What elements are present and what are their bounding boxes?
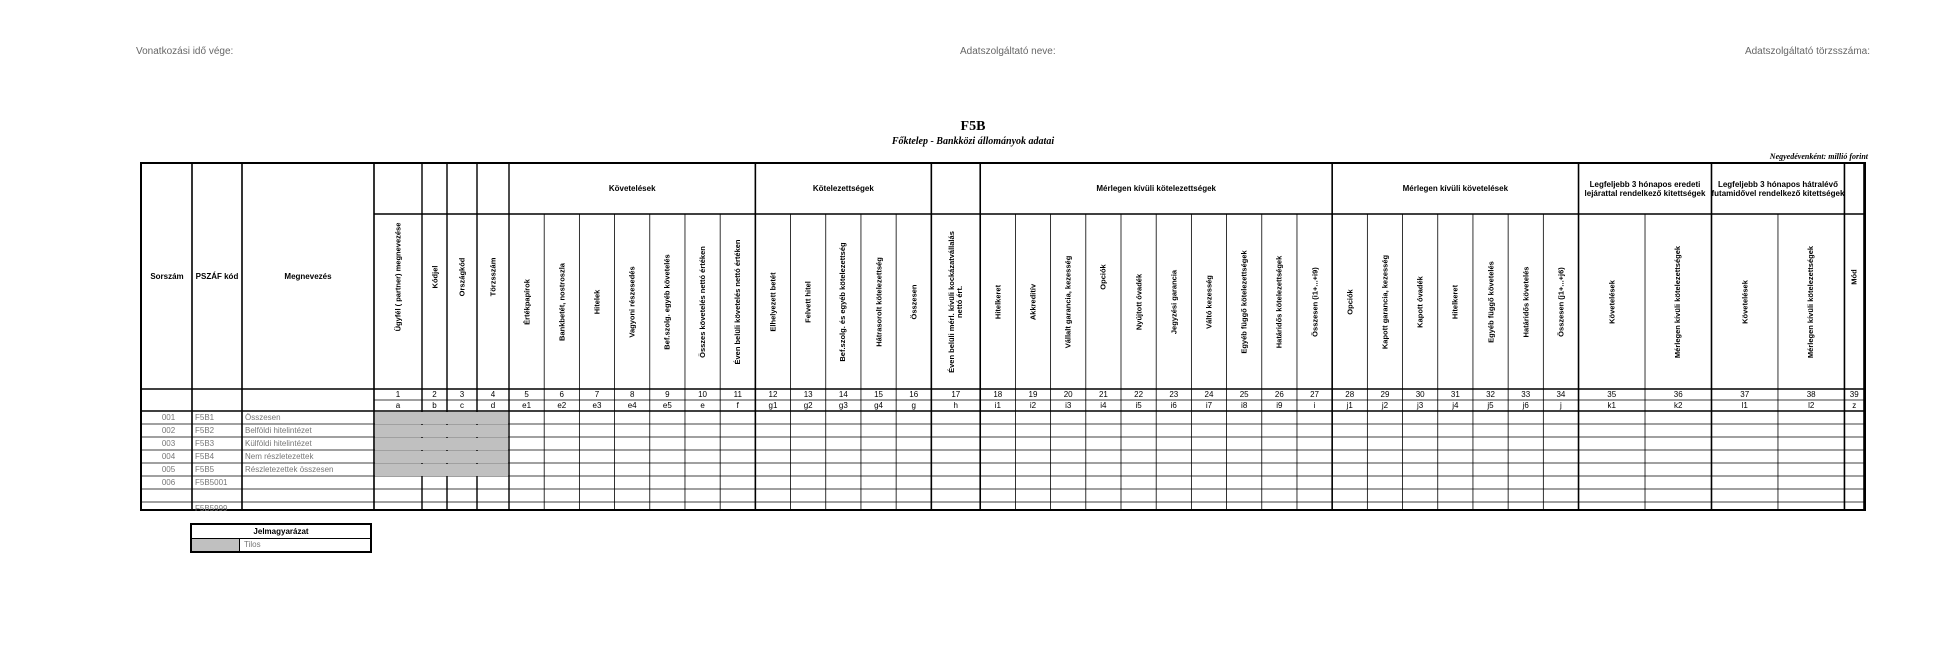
sub-header-9 xyxy=(826,214,861,389)
group-header-eredeti_lejarat: Legfeljebb 3 hónapos eredeti lejárattal rendelkező kitettségek xyxy=(1584,179,1706,198)
row-megnevezes: Nem részletezettek xyxy=(245,452,314,461)
column-number: 16 xyxy=(909,390,919,399)
column-number: 10 xyxy=(698,390,708,399)
sub-header-28-text: Határidős követelés xyxy=(1521,266,1531,337)
column-code: b xyxy=(432,401,437,410)
column-number: 38 xyxy=(1806,390,1816,399)
sub-header-21 xyxy=(1262,214,1297,389)
column-number: 14 xyxy=(838,390,848,399)
sub-header-14 xyxy=(1015,214,1050,389)
sub-header-3-text: Vagyoni részesedés xyxy=(627,265,637,338)
column-number: 24 xyxy=(1204,390,1214,399)
row-sorszam: 003 xyxy=(161,439,176,448)
legend-box xyxy=(190,523,372,553)
row-sorszam xyxy=(142,489,192,502)
row-megnevezes: Részletezettek összesen xyxy=(245,465,334,474)
column-code: i7 xyxy=(1205,401,1213,410)
sub-header-30-text: Követelések xyxy=(1607,279,1617,324)
group-header-merlegen_kivuli_kovetelesek: Mérlegen kívüli követelések xyxy=(1402,184,1509,194)
sub-header-8 xyxy=(791,214,826,389)
sub-header-23-text: Opciók xyxy=(1345,288,1355,315)
header-megnevezes: Megnevezés xyxy=(284,271,332,281)
sub-header-15-text: Vállalt garancia, kezesség xyxy=(1063,255,1073,348)
column-code: g xyxy=(911,401,916,410)
column-code: d xyxy=(490,401,496,410)
sub-header-29 xyxy=(1543,214,1578,389)
column-code: l1 xyxy=(1741,401,1748,410)
row-pszaf-kod: F5B1 xyxy=(195,413,215,422)
row-megnevezes xyxy=(242,502,374,515)
header-pszaf-kod: PSZÁF kód xyxy=(195,271,239,281)
column-number: 6 xyxy=(559,390,564,399)
row-megnevezes: Összesen xyxy=(245,413,281,422)
group-header-hatralevo_futamido: Legfeljebb 3 hónapos hátralévő futamidővel rendelkező kitettségek xyxy=(1711,179,1845,198)
sub-header-29-text: Összesen (j1+...+j6) xyxy=(1556,266,1566,337)
column-number: 26 xyxy=(1274,390,1284,399)
column-number: 7 xyxy=(594,390,600,399)
column-number: 32 xyxy=(1486,390,1495,399)
sub-header-26 xyxy=(1438,214,1473,389)
column-code: i3 xyxy=(1065,401,1072,410)
sub-header-1-text: Bankbetét, nostroszla xyxy=(557,262,567,341)
row-sorszam: 005 xyxy=(161,465,176,474)
sub-header-15 xyxy=(1051,214,1086,389)
column-number: 28 xyxy=(1345,390,1355,399)
sub-header-33 xyxy=(1778,214,1844,389)
sub-header-4 xyxy=(650,214,685,389)
column-number: 18 xyxy=(993,390,1003,399)
header-vertical-3-text: Törzsszám xyxy=(488,257,498,296)
provider-name-label: Adatszolgáltató neve: xyxy=(960,46,1056,57)
header-vertical-1-text: Kódjel xyxy=(430,265,439,288)
sub-header-22-text: Összesen (i1+...+i9) xyxy=(1310,266,1320,337)
header-sorszam: Sorszám xyxy=(150,271,184,281)
sub-header-18-text: Jegyzési garancia xyxy=(1169,269,1179,334)
sub-header-12-text: Éven belüli mérl. kívüli kockázatvállalás nettó ért. xyxy=(946,230,964,373)
sub-header-7 xyxy=(755,214,790,389)
row-sorszam: 001 xyxy=(161,413,176,422)
column-code: g1 xyxy=(768,401,778,410)
sub-header-2-text: Hitelek xyxy=(592,289,602,314)
sub-header-5-text: Összes követelés nettó értéken xyxy=(697,245,707,358)
sub-header-7-text: Elhelyezett betét xyxy=(768,271,778,332)
sub-header-25 xyxy=(1403,214,1438,389)
row-pszaf-kod: F5B5001 xyxy=(195,478,228,487)
sub-header-28 xyxy=(1508,214,1543,389)
header-vertical-0-text: Ügyfél ( partner) megnevezése xyxy=(393,222,403,331)
header-vertical-0 xyxy=(374,164,422,389)
column-code: e3 xyxy=(592,401,602,410)
group-header-kovetelesek: Követelések xyxy=(608,184,656,194)
header-vertical-1 xyxy=(422,164,447,389)
column-number: 11 xyxy=(733,390,742,399)
column-code: e2 xyxy=(557,401,567,410)
forbidden-cells xyxy=(375,425,508,437)
row-sorszam: 004 xyxy=(161,452,176,461)
sub-header-32 xyxy=(1711,214,1777,389)
column-code: i5 xyxy=(1135,401,1142,410)
row-pszaf-kod: F5B2 xyxy=(195,426,215,435)
column-code: f xyxy=(736,401,739,410)
column-number: 37 xyxy=(1740,390,1750,399)
column-code: g2 xyxy=(803,401,813,410)
column-code: i xyxy=(1313,401,1316,410)
column-code: j xyxy=(1560,401,1562,410)
sub-header-0 xyxy=(509,214,544,389)
forbidden-cells xyxy=(375,438,508,450)
column-code: h xyxy=(953,401,958,410)
row-sorszam: 006 xyxy=(161,478,176,487)
sub-header-5 xyxy=(685,214,720,389)
column-code: c xyxy=(460,401,464,410)
sub-header-26-text: Hitelkeret xyxy=(1450,284,1460,319)
column-number: 34 xyxy=(1556,390,1566,399)
column-code: z xyxy=(1852,401,1857,410)
column-code: l2 xyxy=(1808,401,1815,410)
legend-swatch xyxy=(192,539,240,551)
column-number: 23 xyxy=(1169,390,1179,399)
column-code: g4 xyxy=(874,401,883,410)
sub-header-33-text: Mérlegen kívüli kötelezettségek xyxy=(1806,245,1816,358)
sub-header-22 xyxy=(1297,214,1332,389)
forbidden-cells xyxy=(375,464,508,476)
group-header-kotelezettsegek: Kötelezettségek xyxy=(812,184,874,194)
header-vertical-2 xyxy=(447,164,477,389)
sub-header-31-text: Mérlegen kívüli kötelezettségek xyxy=(1673,245,1683,358)
sub-header-27 xyxy=(1473,214,1508,389)
sub-header-13 xyxy=(980,214,1015,389)
column-code: j4 xyxy=(1452,401,1459,410)
column-code: j6 xyxy=(1522,401,1529,410)
column-number: 15 xyxy=(874,390,883,399)
report-title: Főktelep - Bankközi állományok adatai xyxy=(891,136,1055,147)
column-number: 22 xyxy=(1134,390,1144,399)
forbidden-cells xyxy=(375,451,508,463)
column-number: 27 xyxy=(1310,390,1320,399)
sub-header-32-text: Követelések xyxy=(1740,279,1750,324)
sub-header-18 xyxy=(1156,214,1191,389)
column-number: 25 xyxy=(1239,390,1249,399)
sub-header-8-text: Felvett hitel xyxy=(803,280,813,323)
legend-title: Jelmagyarázat xyxy=(192,525,370,539)
column-code: i2 xyxy=(1029,401,1037,410)
sub-header-20 xyxy=(1227,214,1262,389)
row-pszaf-kod: F5B4 xyxy=(195,452,215,461)
column-code: i1 xyxy=(994,401,1001,410)
column-code: j3 xyxy=(1417,401,1424,410)
period-end-label: Vonatkozási idő vége: xyxy=(136,46,234,57)
sub-header-34-text: Mód xyxy=(1849,268,1859,285)
column-number: 29 xyxy=(1380,390,1390,399)
column-number: 20 xyxy=(1063,390,1073,399)
column-code: i9 xyxy=(1276,401,1283,410)
row-megnevezes: Belföldi hitelintézet xyxy=(245,426,312,435)
column-number: 13 xyxy=(803,390,813,399)
column-number: 30 xyxy=(1415,390,1425,399)
group-header-merlegen_kivuli_kotelezettsegek: Mérlegen kívüli kötelezettségek xyxy=(1096,184,1216,194)
sub-header-17-text: Nyújtott óvadék xyxy=(1134,273,1144,330)
sub-header-16-text: Opciók xyxy=(1098,263,1108,290)
column-code: k2 xyxy=(1674,401,1683,410)
column-number: 19 xyxy=(1028,390,1038,399)
header-vertical-3 xyxy=(477,164,509,389)
sub-header-0-text: Értékpapírok xyxy=(522,278,532,325)
column-code: k1 xyxy=(1607,401,1616,410)
sub-header-2 xyxy=(579,214,614,389)
column-number: 21 xyxy=(1098,390,1108,399)
row-pszaf-kod xyxy=(192,489,242,502)
column-number: 12 xyxy=(768,390,778,399)
sub-header-23 xyxy=(1332,214,1367,389)
row-sorszam xyxy=(142,502,192,515)
header-vertical-2-text: Országkód xyxy=(457,257,467,296)
column-number: 8 xyxy=(629,390,635,399)
unit-note: Negyedévenként: millió forint xyxy=(1769,152,1868,161)
column-number: 35 xyxy=(1607,390,1617,399)
data-table xyxy=(140,162,1866,511)
column-number: 3 xyxy=(459,390,465,399)
sub-header-14-text: Akkreditív xyxy=(1028,283,1038,320)
sub-header-6-text: Éven belüli követelés nettó értéken xyxy=(732,238,742,365)
sub-header-19 xyxy=(1191,214,1226,389)
column-number: 5 xyxy=(524,390,529,399)
column-code: g3 xyxy=(838,401,848,410)
sub-header-11-text: Összesen xyxy=(909,283,919,320)
sub-header-1 xyxy=(544,214,579,389)
column-number: 33 xyxy=(1521,390,1531,399)
column-code: j5 xyxy=(1487,401,1494,410)
sub-header-3 xyxy=(615,214,650,389)
sub-header-27-text: Egyéb függő követelés xyxy=(1486,260,1496,343)
row-pszaf-kod: F5B5 xyxy=(195,465,215,474)
column-number: 17 xyxy=(951,390,961,399)
forbidden-cells xyxy=(375,412,508,424)
column-code: e xyxy=(700,401,705,410)
column-code: i4 xyxy=(1100,401,1107,410)
legend-item: Tilos xyxy=(244,540,261,549)
column-number: 1 xyxy=(395,390,401,399)
sub-header-20-text: Egyéb függő kötelezettségek xyxy=(1239,249,1249,354)
sub-header-13-text: Hitelkeret xyxy=(993,284,1003,319)
sub-header-10-text: Hátrasorolt kötelezettség xyxy=(874,256,884,347)
sub-header-17 xyxy=(1121,214,1156,389)
row-megnevezes xyxy=(242,476,374,489)
column-number: 31 xyxy=(1450,390,1460,399)
sub-header-24 xyxy=(1367,214,1402,389)
column-code: i8 xyxy=(1241,401,1248,410)
sub-header-12 xyxy=(931,214,980,389)
column-code: i6 xyxy=(1170,401,1177,410)
row-sorszam: 002 xyxy=(161,426,176,435)
sub-header-11 xyxy=(896,214,931,389)
column-code: e1 xyxy=(522,401,532,410)
column-code: e4 xyxy=(627,401,637,410)
sub-header-25-text: Kapott óvadék xyxy=(1415,275,1425,328)
column-number: 36 xyxy=(1673,390,1683,399)
sub-header-30 xyxy=(1579,214,1645,389)
report-code: F5B xyxy=(960,119,986,134)
sub-header-34 xyxy=(1844,164,1864,389)
column-number: 2 xyxy=(432,390,437,399)
column-number: 39 xyxy=(1849,390,1859,399)
column-code: e5 xyxy=(662,401,672,410)
column-number: 9 xyxy=(665,390,670,399)
sub-header-6 xyxy=(720,214,755,389)
row-pszaf-kod: F5B3 xyxy=(195,439,215,448)
row-megnevezes: Külföldi hitelintézet xyxy=(245,439,312,448)
sub-header-4-text: Bef.szolg. egyéb követelés xyxy=(662,253,672,350)
sub-header-19-text: Váltó kezesség xyxy=(1204,274,1214,329)
sub-header-10 xyxy=(861,214,896,389)
row-pszaf-kod: F5B5999 xyxy=(195,504,228,513)
sub-header-21-text: Határidős kötelezettségek xyxy=(1274,255,1284,348)
sub-header-16 xyxy=(1086,164,1121,389)
sub-header-31 xyxy=(1645,214,1711,389)
column-code: a xyxy=(395,401,401,410)
column-code: j2 xyxy=(1381,401,1389,410)
sub-header-9-text: Bef.szolg. és egyéb kötelezettség xyxy=(838,241,848,362)
column-code: j1 xyxy=(1346,401,1353,410)
provider-id-label: Adatszolgáltató törzsszáma: xyxy=(1744,46,1870,57)
sub-header-24-text: Kapott garancia, kezesség xyxy=(1380,254,1390,349)
row-megnevezes xyxy=(242,489,374,502)
column-number: 4 xyxy=(490,390,496,399)
